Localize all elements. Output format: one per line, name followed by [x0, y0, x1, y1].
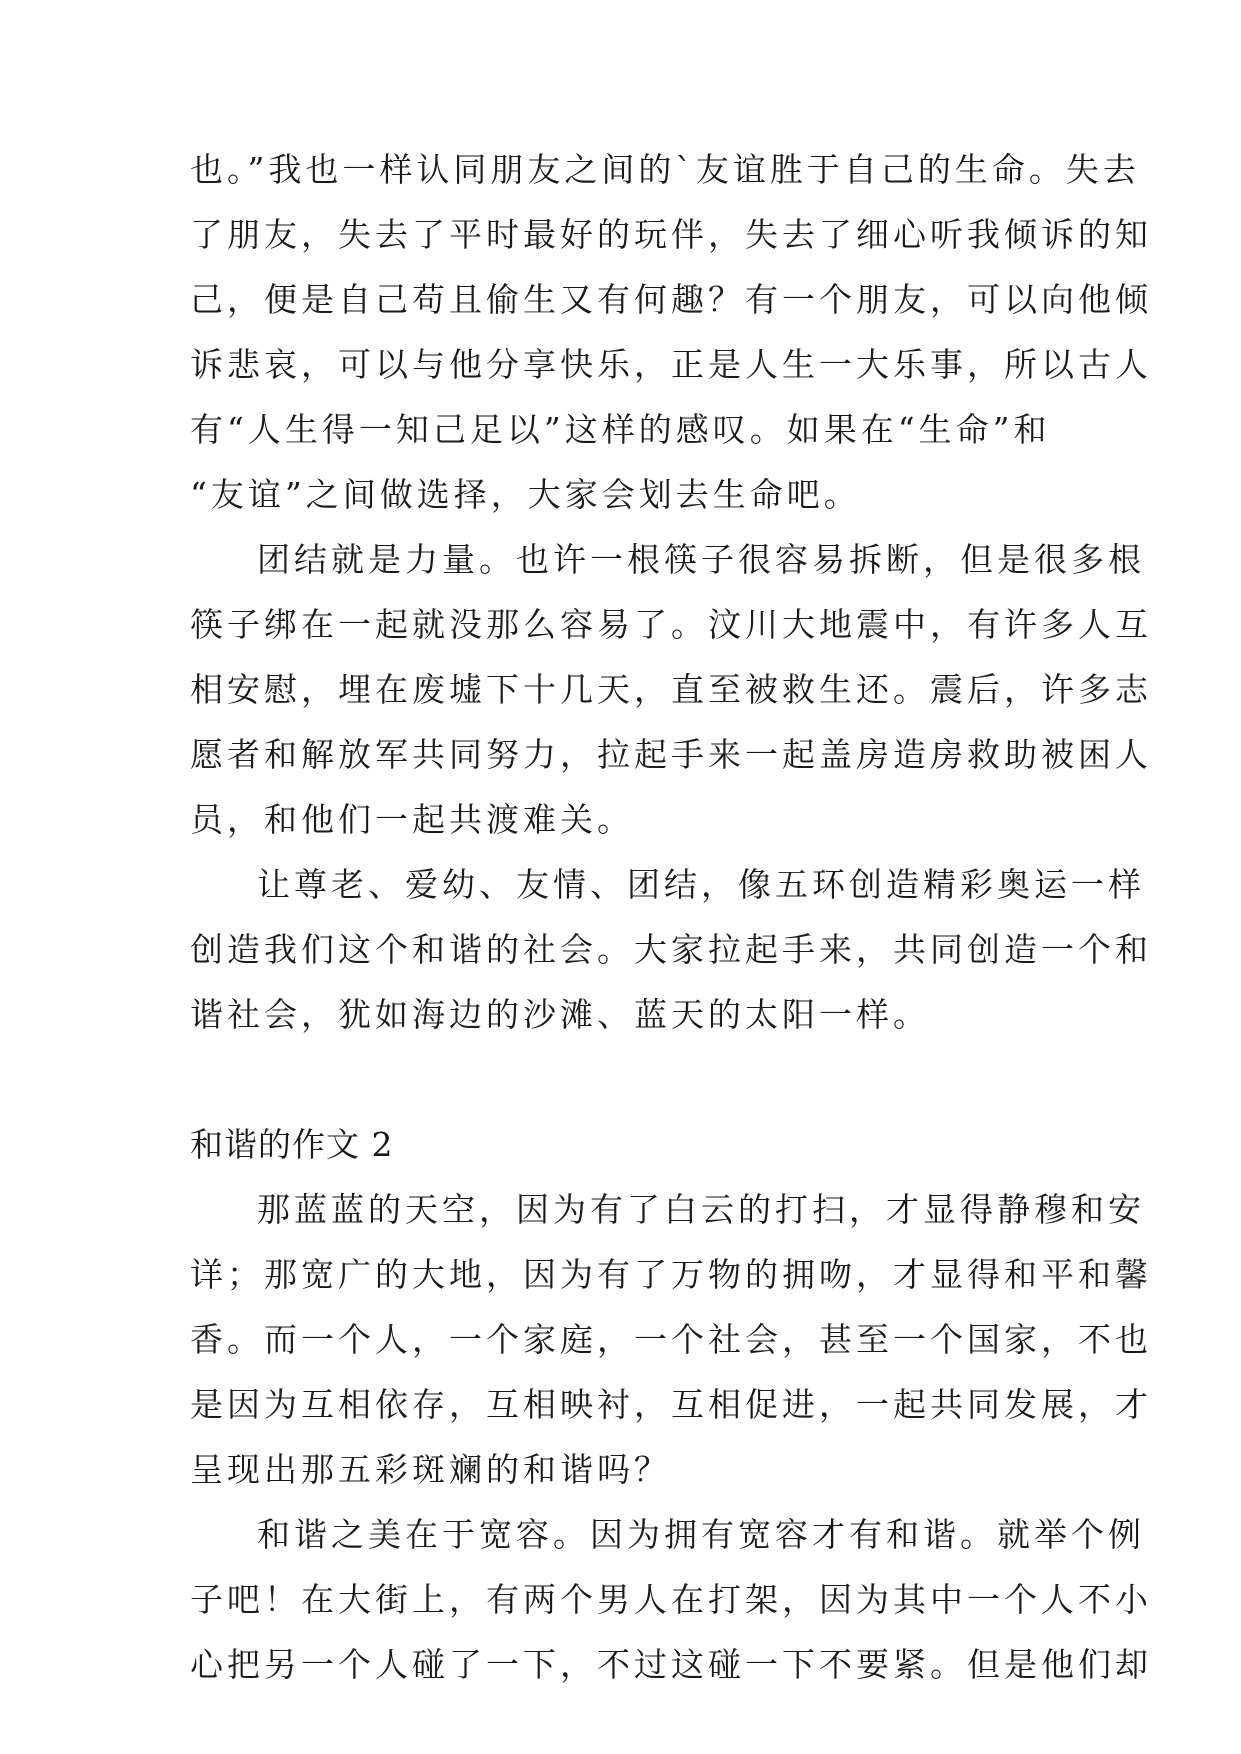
- paragraph-line: 香。而一个人，一个家庭，一个社会，甚至一个国家，不也: [190, 1320, 1152, 1359]
- paragraph-line: 员，和他们一起共渡难关。: [190, 800, 634, 839]
- paragraph-line: 己，便是自己苟且偷生又有何趣？有一个朋友，可以向他倾: [190, 280, 1152, 319]
- paragraph-first-line: 和谐之美在于宽容。因为拥有宽容才有和谐。就举个例: [257, 1515, 1145, 1554]
- paragraph-line: 相安慰，埋在废墟下十几天，直至被救生还。震后，许多志: [190, 670, 1152, 709]
- paragraph-first-line: 那蓝蓝的天空，因为有了白云的打扫，才显得静穆和安: [257, 1190, 1145, 1229]
- paragraph-line: 创造我们这个和谐的社会。大家拉起手来，共同创造一个和: [190, 930, 1152, 969]
- paragraph-line: 愿者和解放军共同努力，拉起手来一起盖房造房救助被困人: [190, 735, 1152, 774]
- paragraph-line: 有“人生得一知己足以”这样的感叹。如果在“生命”和: [190, 410, 1051, 449]
- paragraph-line: 也。”我也一样认同朋友之间的`友谊胜于自己的生命。失去: [190, 150, 1140, 189]
- paragraph-line: 呈现出那五彩斑斓的和谐吗？: [190, 1450, 671, 1489]
- paragraph-line: 详；那宽广的大地，因为有了万物的拥吻，才显得和平和馨: [190, 1255, 1152, 1294]
- section-heading: 和谐的作文 2: [190, 1125, 394, 1164]
- paragraph-line: 心把另一个人碰了一下，不过这碰一下不要紧。但是他们却: [190, 1645, 1152, 1684]
- paragraph-line: 诉悲哀，可以与他分享快乐，正是人生一大乐事，所以古人: [190, 345, 1152, 384]
- paragraph-first-line: 团结就是力量。也许一根筷子很容易拆断，但是很多根: [257, 540, 1145, 579]
- paragraph-line: 筷子绑在一起就没那么容易了。汶川大地震中，有许多人互: [190, 605, 1152, 644]
- paragraph-line: “友谊”之间做选择，大家会划去生命吧。: [190, 475, 861, 514]
- paragraph-line: 是因为互相依存，互相映衬，互相促进，一起共同发展，才: [190, 1385, 1152, 1424]
- paragraph-line: 子吧！在大街上，有两个男人在打架，因为其中一个人不小: [190, 1580, 1152, 1619]
- paragraph-line: 了朋友，失去了平时最好的玩伴，失去了细心听我倾诉的知: [190, 215, 1152, 254]
- paragraph-first-line: 让尊老、爱幼、友情、团结，像五环创造精彩奥运一样: [257, 865, 1145, 904]
- paragraph-line: 谐社会，犹如海边的沙滩、蓝天的太阳一样。: [190, 995, 930, 1034]
